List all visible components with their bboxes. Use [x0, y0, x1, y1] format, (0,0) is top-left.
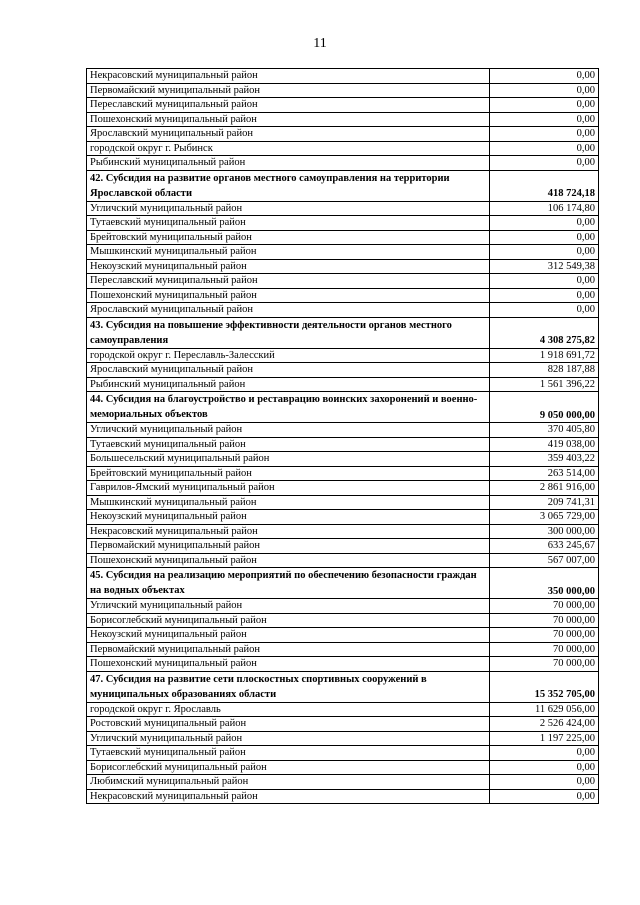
subsidy-amount: 0,00 — [490, 775, 599, 790]
table-row — [87, 789, 599, 804]
table-row — [87, 510, 599, 525]
table-row — [87, 746, 599, 761]
subsidy-amount: 359 403,22 — [490, 452, 599, 467]
subsidy-amount: 370 405,80 — [490, 423, 599, 438]
table-row — [87, 127, 599, 142]
municipality-name: Тутаевский муниципальный район — [87, 746, 490, 761]
subsidy-amount: 0,00 — [490, 112, 599, 127]
municipality-name: городской округ г. Переславль-Залесский — [87, 348, 490, 363]
table-row — [87, 141, 599, 156]
table-row — [87, 83, 599, 98]
section-header-row — [87, 392, 599, 423]
table-row — [87, 363, 599, 378]
subsidy-amount: 106 174,80 — [490, 201, 599, 216]
municipality-name: Некоузский муниципальный район — [87, 510, 490, 525]
subsidy-amount: 70 000,00 — [490, 613, 599, 628]
subsidy-amount: 0,00 — [490, 83, 599, 98]
section-total-amount: 418 724,18 — [490, 170, 599, 201]
table-row — [87, 303, 599, 318]
section-header-row — [87, 671, 599, 702]
municipality-name: Угличский муниципальный район — [87, 201, 490, 216]
table-row — [87, 628, 599, 643]
subsidy-amount: 0,00 — [490, 216, 599, 231]
subsidy-amount: 633 245,67 — [490, 539, 599, 554]
table-row — [87, 348, 599, 363]
table-row — [87, 98, 599, 113]
municipality-name: Мышкинский муниципальный район — [87, 495, 490, 510]
municipality-name: Брейтовский муниципальный район — [87, 230, 490, 245]
table-row — [87, 288, 599, 303]
section-total-amount: 15 352 705,00 — [490, 671, 599, 702]
municipality-name: Первомайский муниципальный район — [87, 642, 490, 657]
municipality-name: Переславский муниципальный район — [87, 98, 490, 113]
section-title: 45. Субсидия на реализацию мероприятий по обеспечению безопасности граждан на водных объектах — [87, 568, 490, 599]
table-row — [87, 642, 599, 657]
subsidy-amount: 0,00 — [490, 98, 599, 113]
municipality-name: Угличский муниципальный район — [87, 423, 490, 438]
table-row — [87, 377, 599, 392]
subsidy-amount: 567 007,00 — [490, 553, 599, 568]
table-row — [87, 466, 599, 481]
table-row — [87, 69, 599, 84]
municipality-name: Угличский муниципальный район — [87, 731, 490, 746]
municipality-name: Мышкинский муниципальный район — [87, 245, 490, 260]
section-title: 47. Субсидия на развитие сети плоскостных спортивных сооружений в муниципальных образованиях области — [87, 671, 490, 702]
subsidy-amount: 0,00 — [490, 245, 599, 260]
municipality-name: Ярославский муниципальный район — [87, 303, 490, 318]
subsidy-amount: 70 000,00 — [490, 628, 599, 643]
municipality-name: Борисоглебский муниципальный район — [87, 613, 490, 628]
table-row — [87, 599, 599, 614]
table-row — [87, 259, 599, 274]
subsidy-amount: 1 197 225,00 — [490, 731, 599, 746]
municipality-name: Угличский муниципальный район — [87, 599, 490, 614]
section-header-row — [87, 568, 599, 599]
municipality-name: Ярославский муниципальный район — [87, 363, 490, 378]
subsidy-amount: 0,00 — [490, 760, 599, 775]
municipality-name: Любимский муниципальный район — [87, 775, 490, 790]
subsidy-amount: 0,00 — [490, 288, 599, 303]
table-row — [87, 553, 599, 568]
subsidy-amount: 828 187,88 — [490, 363, 599, 378]
table-body — [87, 69, 599, 804]
municipality-name: Гаврилов-Ямский муниципальный район — [87, 481, 490, 496]
table-row — [87, 775, 599, 790]
subsidy-amount: 1 561 396,22 — [490, 377, 599, 392]
subsidy-amount: 3 065 729,00 — [490, 510, 599, 525]
subsidy-amount: 0,00 — [490, 127, 599, 142]
table-row — [87, 156, 599, 171]
table-row — [87, 539, 599, 554]
subsidy-amount: 0,00 — [490, 141, 599, 156]
municipality-name: Некрасовский муниципальный район — [87, 789, 490, 804]
table-row — [87, 495, 599, 510]
municipality-name: Брейтовский муниципальный район — [87, 466, 490, 481]
municipality-name: Рыбинский муниципальный район — [87, 156, 490, 171]
municipality-name: Некоузский муниципальный район — [87, 259, 490, 274]
municipality-name: Пошехонский муниципальный район — [87, 112, 490, 127]
municipality-name: городской округ г. Ярославль — [87, 702, 490, 717]
table-row — [87, 112, 599, 127]
subsidy-distribution-table — [86, 68, 599, 804]
table-row — [87, 760, 599, 775]
municipality-name: Пошехонский муниципальный район — [87, 657, 490, 672]
table-row — [87, 437, 599, 452]
subsidy-amount: 209 741,31 — [490, 495, 599, 510]
municipality-name: Некоузский муниципальный район — [87, 628, 490, 643]
subsidy-amount: 2 861 916,00 — [490, 481, 599, 496]
table-row — [87, 423, 599, 438]
subsidy-amount: 0,00 — [490, 303, 599, 318]
page-number: 11 — [313, 36, 327, 51]
municipality-name: Переславский муниципальный район — [87, 274, 490, 289]
subsidy-amount: 300 000,00 — [490, 524, 599, 539]
municipality-name: городской округ г. Рыбинск — [87, 141, 490, 156]
table-row — [87, 731, 599, 746]
municipality-name: Большесельский муниципальный район — [87, 452, 490, 467]
table-row — [87, 274, 599, 289]
subsidy-amount: 70 000,00 — [490, 657, 599, 672]
section-title: 42. Субсидия на развитие органов местного самоуправления на территории Ярославской области — [87, 170, 490, 201]
table-row — [87, 201, 599, 216]
municipality-name: Ростовский муниципальный район — [87, 717, 490, 732]
table-row — [87, 524, 599, 539]
subsidy-amount: 0,00 — [490, 789, 599, 804]
section-header-row — [87, 170, 599, 201]
table-row — [87, 230, 599, 245]
subsidy-amount: 419 038,00 — [490, 437, 599, 452]
section-header-row — [87, 317, 599, 348]
municipality-name: Тутаевский муниципальный район — [87, 216, 490, 231]
section-total-amount: 4 308 275,82 — [490, 317, 599, 348]
municipality-name: Ярославский муниципальный район — [87, 127, 490, 142]
subsidy-amount: 263 514,00 — [490, 466, 599, 481]
table-row — [87, 452, 599, 467]
section-total-amount: 350 000,00 — [490, 568, 599, 599]
municipality-name: Некрасовский муниципальный район — [87, 524, 490, 539]
subsidy-amount: 11 629 056,00 — [490, 702, 599, 717]
municipality-name: Первомайский муниципальный район — [87, 83, 490, 98]
subsidy-amount: 0,00 — [490, 69, 599, 84]
subsidy-amount: 70 000,00 — [490, 599, 599, 614]
municipality-name: Рыбинский муниципальный район — [87, 377, 490, 392]
municipality-name: Тутаевский муниципальный район — [87, 437, 490, 452]
municipality-name: Пошехонский муниципальный район — [87, 288, 490, 303]
table-row — [87, 657, 599, 672]
subsidy-amount: 0,00 — [490, 156, 599, 171]
section-title: 43. Субсидия на повышение эффективности деятельности органов местного самоуправления — [87, 317, 490, 348]
municipality-name: Некрасовский муниципальный район — [87, 69, 490, 84]
section-total-amount: 9 050 000,00 — [490, 392, 599, 423]
subsidy-amount: 0,00 — [490, 230, 599, 245]
table-row — [87, 216, 599, 231]
subsidy-amount: 312 549,38 — [490, 259, 599, 274]
table-row — [87, 702, 599, 717]
municipality-name: Борисоглебский муниципальный район — [87, 760, 490, 775]
subsidy-amount: 0,00 — [490, 746, 599, 761]
table-row — [87, 481, 599, 496]
subsidy-amount: 2 526 424,00 — [490, 717, 599, 732]
table-row — [87, 717, 599, 732]
table-row — [87, 245, 599, 260]
section-title: 44. Субсидия на благоустройство и реставрацию воинских захоронений и военно-мемориальных объектов — [87, 392, 490, 423]
table-row — [87, 613, 599, 628]
subsidy-amount: 0,00 — [490, 274, 599, 289]
subsidy-amount: 1 918 691,72 — [490, 348, 599, 363]
municipality-name: Первомайский муниципальный район — [87, 539, 490, 554]
subsidy-amount: 70 000,00 — [490, 642, 599, 657]
municipality-name: Пошехонский муниципальный район — [87, 553, 490, 568]
